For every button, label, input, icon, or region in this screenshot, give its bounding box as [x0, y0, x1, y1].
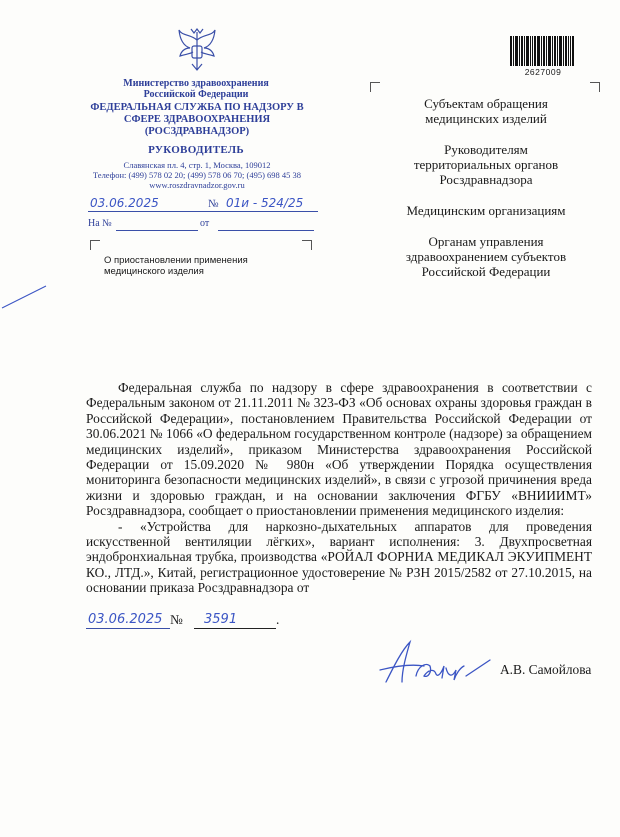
order-end-punctuation: .: [276, 612, 280, 627]
order-number: 3591: [204, 612, 238, 627]
reference-date-blank: [218, 230, 314, 231]
reference-number-blank: [116, 230, 198, 231]
order-date-underline: [86, 628, 170, 629]
recipients-block: [396, 96, 576, 295]
order-number-label: №: [170, 612, 183, 627]
website: www.roszdravnadzor.gov.ru: [149, 180, 245, 190]
head-title: РУКОВОДИТЕЛЬ: [148, 144, 244, 156]
signature-icon: [372, 636, 492, 688]
recipient-item: Органам управления здравоохранением субъектов Российской Федерации: [405, 234, 567, 279]
ministry-name: Министерство здравоохранения Российской Федерации: [123, 78, 269, 100]
body-paragraph-2: - «Устройства для наркозно-дыхательных аппаратов для проведения искусственной вентиляции лёгких», вариант исполнения: 3. Двухпросветная эндобронхиальная трубка, производства «РОЙАЛ ФОРНИА МЕДИКАЛ ЭКУИПМЕНТ КО., ЛТД.», Китай, регистрационное удостоверение № РЗН 2015/2582 от 27.10.2015, на основании приказа Росздравнадзора от: [86, 518, 592, 596]
reference-date-label: от: [200, 218, 210, 229]
pen-stroke-mark: [0, 282, 50, 312]
registration-number-label: №: [208, 198, 219, 210]
service-name: ФЕДЕРАЛЬНАЯ СЛУЖБА ПО НАДЗОРУ В СФЕРЕ ЗДРАВООХРАНЕНИЯ (РОСЗДРАВНАДЗОР): [90, 102, 304, 137]
subject-corner-right: [302, 240, 312, 250]
registration-date: 03.06.2025: [90, 196, 159, 210]
registration-number: 01и - 524/25: [226, 196, 304, 210]
registration-underline: [88, 211, 318, 212]
body-paragraph-1: Федеральная служба по надзору в сфере здравоохранения в соответствии с Федеральным законом от 21.11.2011 № 323-ФЗ «Об основах охраны здоровья граждан в Российской Федерации», постановлением Правительства Российской Федерации от 30.06.2021 № 1066 «О федеральном государственном контроле (надзоре) за обращением медицинских изделий», приказом Министерства здравоохранения Российской Федерации от 15.09.2020 № 980н «Об утверждении Порядка осуществления мониторинга безопасности медицинских изделий», в связи с угрозой причинения вреда жизни и здоровью граждан, и на основании заключения ФГБУ «ВНИИИМТ» Росздравнадзора, сообщает о приостановлении применения медицинского изделия:: [86, 380, 592, 519]
letter-body: [86, 380, 592, 596]
reference-line: [88, 218, 318, 232]
signatory-name: А.В. Самойлова: [500, 662, 592, 677]
barcode-icon: [510, 36, 574, 66]
subject-corner-left: [90, 240, 100, 250]
recipient-item: Субъектам обращения медицинских изделий: [424, 96, 548, 126]
address: Славянская пл. 4, стр. 1, Москва, 109012: [123, 160, 271, 170]
recipient-item: Руководителям территориальных органов Росздравнадзора: [413, 142, 559, 187]
recipients-corner-left: [370, 82, 380, 92]
order-number-underline: [194, 628, 276, 629]
contact-block: [82, 160, 312, 190]
recipient-item: Медицинским организациям: [406, 203, 566, 218]
registration-line: [88, 196, 318, 214]
order-date: 03.06.2025: [88, 612, 163, 627]
barcode-number: 2627009: [524, 67, 562, 77]
order-reference-line: [86, 612, 592, 630]
recipients-corner-right: [590, 82, 600, 92]
phones: Телефон: (499) 578 02 20; (499) 578 06 70; (495) 698 45 38: [92, 170, 302, 180]
subject-line: О приостановлении применения медицинского изделия: [104, 255, 248, 277]
reference-label: На №: [88, 218, 112, 229]
coat-of-arms-icon: [176, 26, 218, 76]
